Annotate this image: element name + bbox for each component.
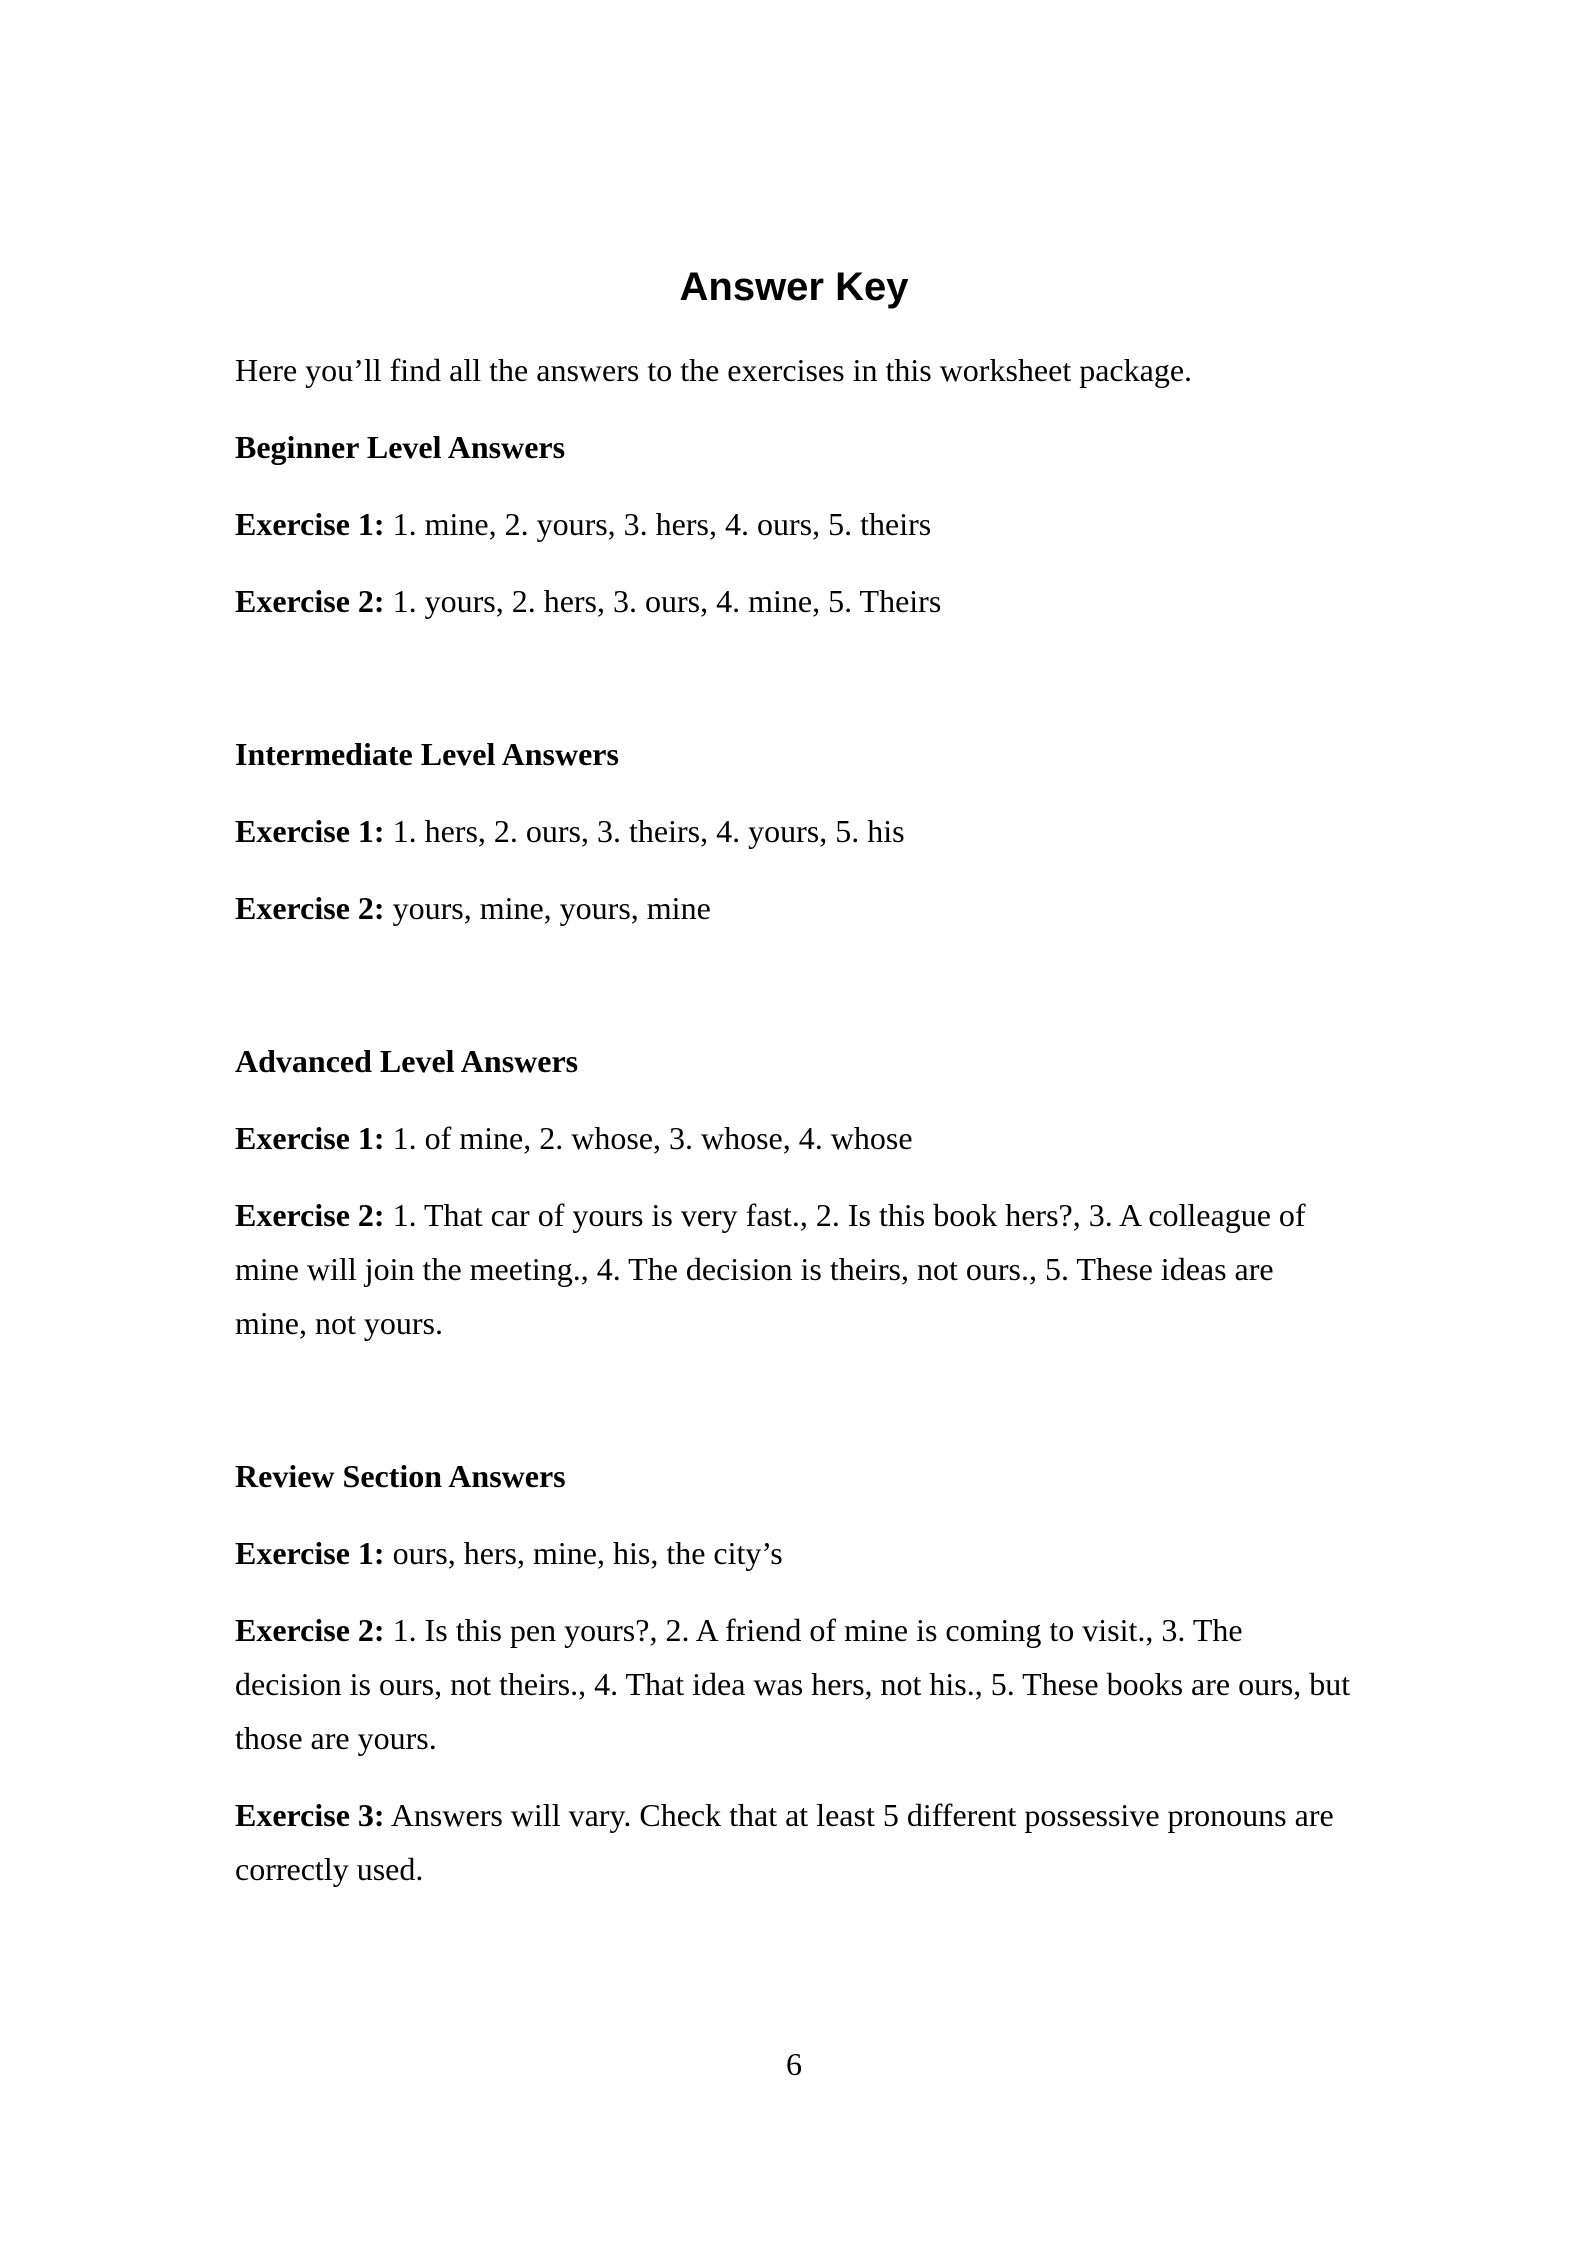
exercise-text: 1. hers, 2. ours, 3. theirs, 4. yours, 5. his (392, 813, 905, 849)
exercise-text: 1. yours, 2. hers, 3. ours, 4. mine, 5. Theirs (392, 583, 942, 619)
exercise-answer (235, 497, 1353, 551)
exercise-label: Exercise 3: (235, 1797, 385, 1833)
exercise-text: ours, hers, mine, his, the city’s (392, 1535, 783, 1571)
exercise-text: 1. Is this pen yours?, 2. A friend of mine is coming to visit., 3. The decision is ours, not theirs., 4. That idea was hers, not his., 5. These books are ours, but those are yours. (235, 1612, 1351, 1756)
section-review (235, 1449, 1353, 1896)
exercise-answer (235, 1788, 1353, 1896)
exercise-label: Exercise 2: (235, 583, 385, 619)
exercise-text: 1. mine, 2. yours, 3. hers, 4. ours, 5. theirs (392, 506, 932, 542)
section-intermediate (235, 727, 1353, 935)
exercise-answer (235, 804, 1353, 858)
exercise-label: Exercise 1: (235, 813, 385, 849)
intro-paragraph: Here you’ll find all the answers to the exercises in this worksheet package. (235, 352, 1193, 388)
page-number: 6 (786, 2046, 802, 2082)
exercise-label: Exercise 2: (235, 890, 385, 926)
section-heading-beginner: Beginner Level Answers (235, 429, 566, 465)
exercise-label: Exercise 1: (235, 1535, 385, 1571)
exercise-answer (235, 574, 1353, 628)
section-beginner (235, 420, 1353, 628)
exercise-answer (235, 1111, 1353, 1165)
page-title: Answer Key (679, 265, 909, 309)
exercise-label: Exercise 1: (235, 506, 385, 542)
exercise-text: Answers will vary. Check that at least 5 different possessive pronouns are correctly used. (235, 1797, 1334, 1887)
exercise-text: 1. That car of yours is very fast., 2. Is this book hers?, 3. A colleague of mine will join the meeting., 4. The decision is theirs, not ours., 5. These ideas are mine, not yours. (235, 1197, 1306, 1341)
exercise-answer (235, 1603, 1353, 1765)
exercise-label: Exercise 2: (235, 1197, 385, 1233)
section-heading-advanced: Advanced Level Answers (235, 1043, 579, 1079)
exercise-text: 1. of mine, 2. whose, 3. whose, 4. whose (392, 1120, 913, 1156)
section-heading-review: Review Section Answers (235, 1458, 566, 1494)
exercise-answer (235, 1188, 1353, 1350)
exercise-answer (235, 881, 1353, 935)
section-advanced (235, 1034, 1353, 1350)
exercise-label: Exercise 2: (235, 1612, 385, 1648)
section-heading-intermediate: Intermediate Level Answers (235, 736, 619, 772)
exercise-label: Exercise 1: (235, 1120, 385, 1156)
exercise-answer (235, 1526, 1353, 1580)
exercise-text: yours, mine, yours, mine (392, 890, 711, 926)
